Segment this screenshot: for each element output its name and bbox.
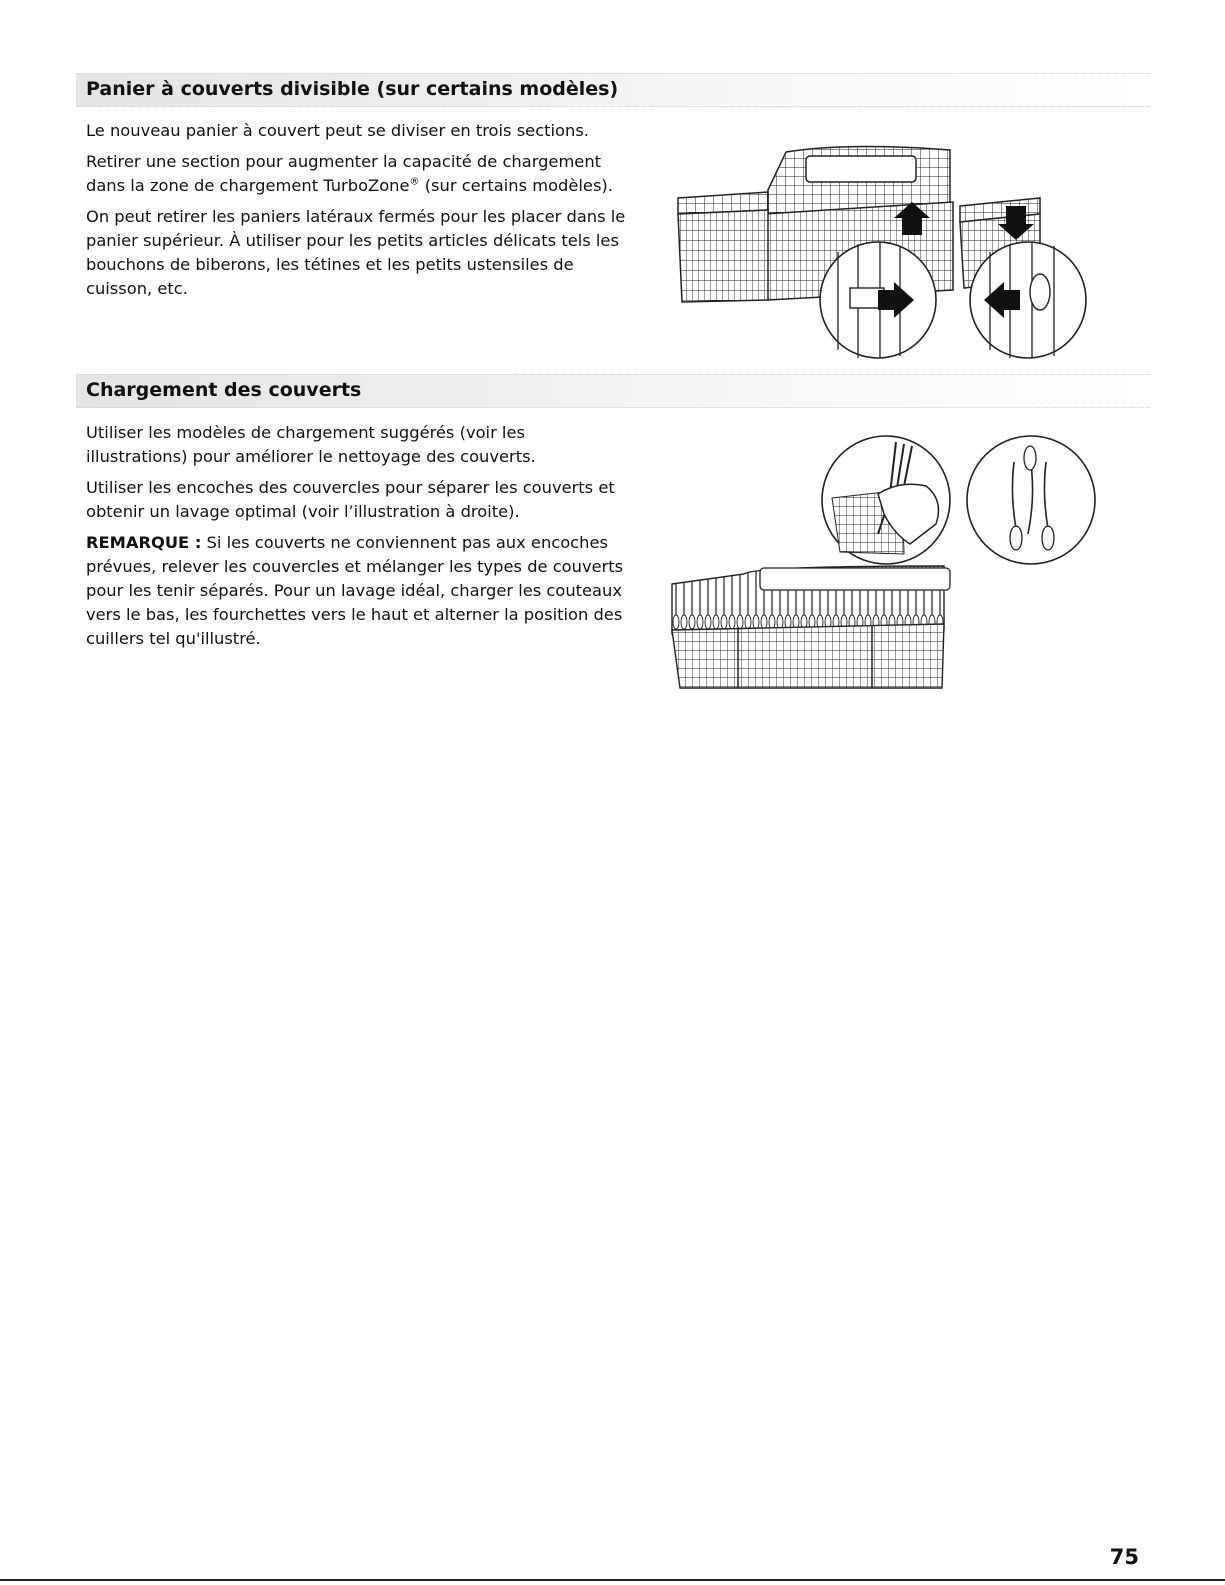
section-body-divisible-basket xyxy=(86,119,626,308)
section-title: Chargement des couverts xyxy=(86,379,362,401)
divisible-basket-illustration xyxy=(668,140,1098,362)
section-header-loading-silverware xyxy=(76,374,1150,408)
detail-circle-left xyxy=(820,242,936,358)
note-text: Si les couverts ne conviennent pas aux encoches prévues, relever les couvercles et mélanger les types de couverts pour les tenir séparés. Pour un lavage idéal, charger les couteaux vers le bas, les fourchettes vers le haut et alterner la position des cuillers tel qu'illustré. xyxy=(86,533,624,648)
basket-handle xyxy=(806,156,916,182)
spoons-detail-circle xyxy=(967,436,1095,564)
basket-handle xyxy=(760,568,950,590)
silverware-basket xyxy=(672,566,950,688)
spoon-icon xyxy=(1024,446,1036,470)
paragraph-text: Retirer une section pour augmenter la capacité de chargement dans la zone de chargement TurboZone xyxy=(86,152,602,195)
loaded-basket-illustration xyxy=(664,434,1100,692)
spoon-icon xyxy=(1010,526,1022,550)
section-header-divisible-basket xyxy=(76,73,1150,107)
paragraph xyxy=(86,150,626,198)
paragraph: Utiliser les encoches des couvercles pour séparer les couverts et obtenir un lavage optimal (voir l’illustration à droite). xyxy=(86,478,615,521)
paragraph xyxy=(86,531,626,651)
fork-detail-circle xyxy=(822,436,950,564)
page-number: 75 xyxy=(1109,1545,1139,1569)
left-side-basket xyxy=(678,192,768,302)
detail-circle-right xyxy=(970,242,1086,358)
bottom-rule xyxy=(0,1579,1225,1581)
paragraph-text: (sur certains modèles). xyxy=(419,176,613,195)
registered-mark: ® xyxy=(409,176,420,188)
paragraph: Utiliser les modèles de chargement suggérés (voir les illustrations) pour améliorer le nettoyage des couverts. xyxy=(86,423,536,466)
section-body-loading-silverware xyxy=(86,421,626,658)
paragraph: On peut retirer les paniers latéraux fermés pour les placer dans le panier supérieur. À utiliser pour les petits articles délicats tels les bouchons de biberons, les tétines et les petits ustensiles de cuisson, etc. xyxy=(86,207,626,298)
paragraph: Le nouveau panier à couvert peut se diviser en trois sections. xyxy=(86,121,589,140)
note-label: REMARQUE : xyxy=(86,533,202,552)
section-title: Panier à couverts divisible (sur certains modèles) xyxy=(86,78,619,100)
spoon-icon xyxy=(1042,526,1054,550)
